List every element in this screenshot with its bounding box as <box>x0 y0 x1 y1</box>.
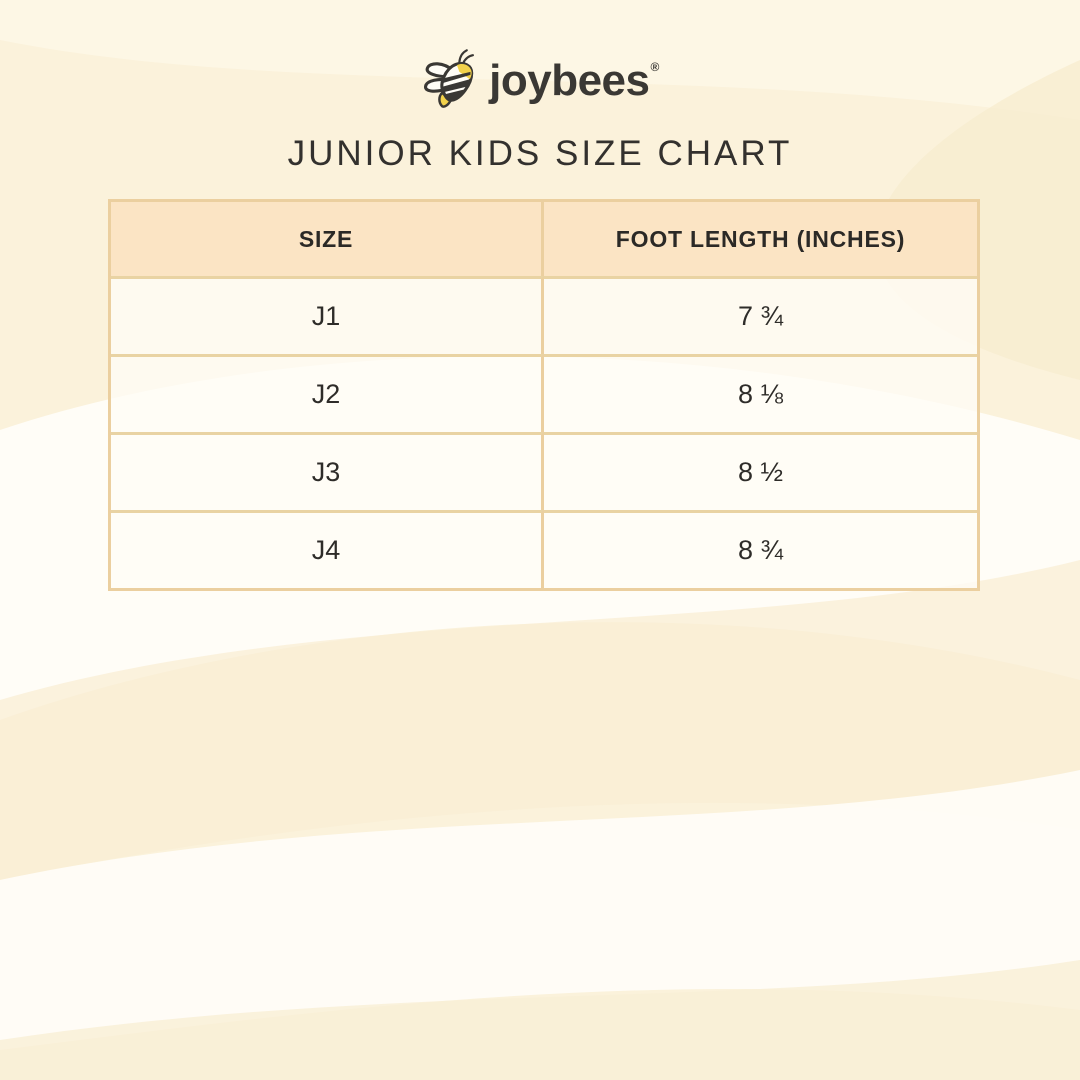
size-chart-table <box>108 199 980 591</box>
table-cell-footlength-j1: 7 ¾ <box>544 276 977 354</box>
brand-name: joybees <box>489 56 650 105</box>
table-cell-footlength-j2: 8 ⅛ <box>544 354 977 432</box>
table-cell-size-j3: J3 <box>111 432 544 510</box>
bee-icon <box>421 46 483 110</box>
brand-wordmark <box>489 56 659 105</box>
table-cell-footlength-j4: 8 ¾ <box>544 510 977 588</box>
table-cell-size-j2: J2 <box>111 354 544 432</box>
page-title: JUNIOR KIDS SIZE CHART <box>287 134 793 173</box>
table-cell-footlength-j3: 8 ½ <box>544 432 977 510</box>
registered-trademark: ® <box>650 60 659 74</box>
table-cell-size-j1: J1 <box>111 276 544 354</box>
column-header-size: SIZE <box>111 202 544 276</box>
table-cell-size-j4: J4 <box>111 510 544 588</box>
column-header-foot-length: FOOT LENGTH (INCHES) <box>544 202 977 276</box>
brand-logo <box>0 52 1080 110</box>
